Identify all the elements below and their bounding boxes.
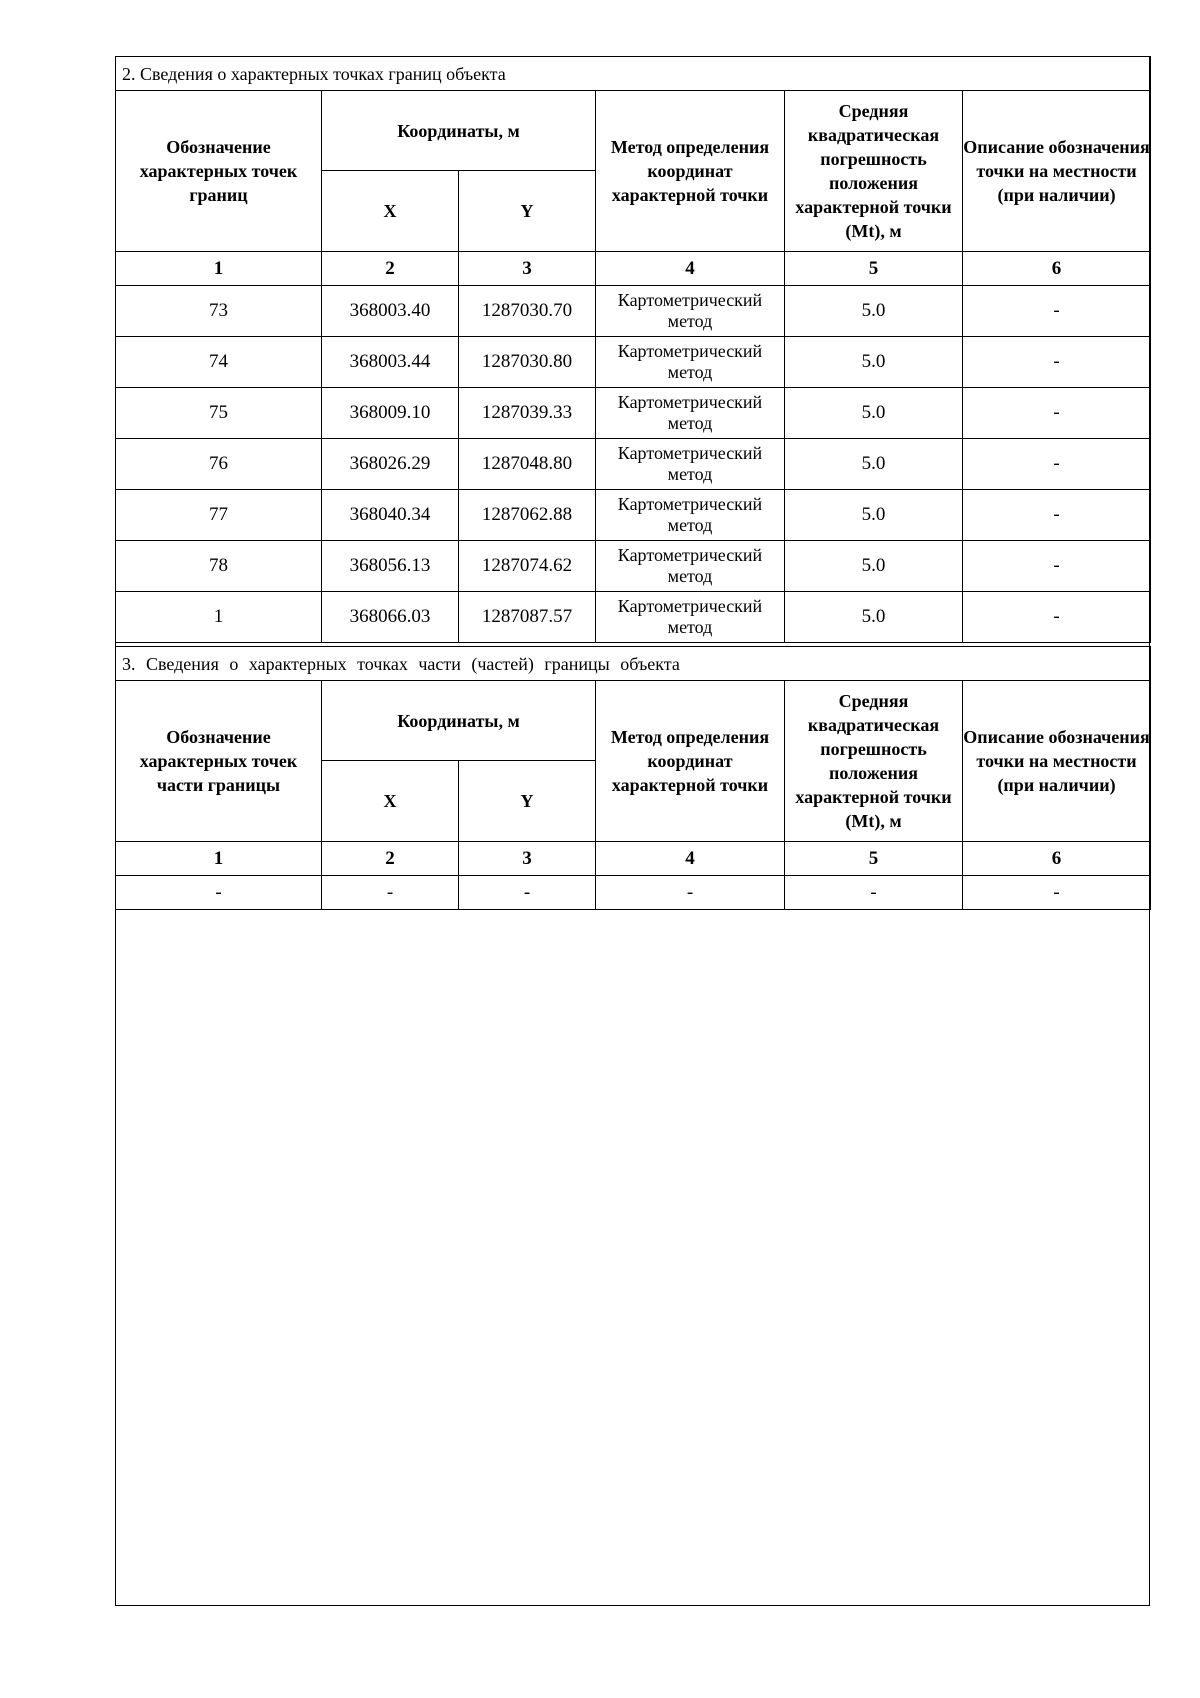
- table-row: [116, 439, 1151, 490]
- column-number: 4: [596, 842, 785, 876]
- header-method: Метод определения координат характерной точки: [596, 681, 785, 842]
- error: 5.0: [785, 286, 963, 337]
- description: -: [963, 388, 1151, 439]
- coord-y: 1287087.57: [459, 592, 596, 643]
- method: Картометрический метод: [596, 541, 785, 592]
- table-row: [116, 592, 1151, 643]
- coord-y: 1287030.70: [459, 286, 596, 337]
- error: 5.0: [785, 592, 963, 643]
- header-point-designation: Обозначение характерных точек границ: [116, 91, 322, 252]
- column-number: 6: [963, 842, 1151, 876]
- coord-y: 1287062.88: [459, 490, 596, 541]
- header-y: Y: [459, 761, 596, 842]
- method: Картометрический метод: [596, 490, 785, 541]
- description: -: [963, 876, 1151, 910]
- coord-x: 368003.44: [322, 337, 459, 388]
- description: -: [963, 439, 1151, 490]
- description: -: [963, 592, 1151, 643]
- point-id: 73: [116, 286, 322, 337]
- table-row: [116, 490, 1151, 541]
- header-x: X: [322, 761, 459, 842]
- column-number: 5: [785, 842, 963, 876]
- point-id: -: [116, 876, 322, 910]
- table-row: [116, 388, 1151, 439]
- header-point-designation: Обозначение характерных точек части границы: [116, 681, 322, 842]
- coord-x: 368003.40: [322, 286, 459, 337]
- coord-x: 368056.13: [322, 541, 459, 592]
- header-x: X: [322, 171, 459, 252]
- method: Картометрический метод: [596, 592, 785, 643]
- coord-x: 368026.29: [322, 439, 459, 490]
- error: 5.0: [785, 388, 963, 439]
- column-numbers-row: [116, 842, 1151, 876]
- column-numbers-row: [116, 252, 1151, 286]
- header-error: Средняя квадратическая погрешность положения характерной точки (Mt), м: [785, 91, 963, 252]
- column-number: 1: [116, 252, 322, 286]
- error: 5.0: [785, 439, 963, 490]
- header-y: Y: [459, 171, 596, 252]
- error: 5.0: [785, 337, 963, 388]
- header-coordinates: Координаты, м: [322, 681, 596, 761]
- header-method: Метод определения координат характерной точки: [596, 91, 785, 252]
- point-id: 76: [116, 439, 322, 490]
- point-id: 78: [116, 541, 322, 592]
- column-number: 2: [322, 252, 459, 286]
- table-row: [116, 286, 1151, 337]
- error: 5.0: [785, 490, 963, 541]
- coord-y: 1287030.80: [459, 337, 596, 388]
- point-id: 74: [116, 337, 322, 388]
- column-number: 3: [459, 252, 596, 286]
- error: 5.0: [785, 541, 963, 592]
- coord-x: 368009.10: [322, 388, 459, 439]
- column-number: 2: [322, 842, 459, 876]
- column-number: 1: [116, 842, 322, 876]
- coord-x: 368066.03: [322, 592, 459, 643]
- description: -: [963, 490, 1151, 541]
- coord-y: 1287039.33: [459, 388, 596, 439]
- point-id: 75: [116, 388, 322, 439]
- point-id: 1: [116, 592, 322, 643]
- method: Картометрический метод: [596, 439, 785, 490]
- error: -: [785, 876, 963, 910]
- table-row: [116, 337, 1151, 388]
- table-row: [116, 876, 1151, 910]
- column-number: 4: [596, 252, 785, 286]
- header-description: Описание обозначения точки на местности (при наличии): [963, 681, 1151, 842]
- table-row: [116, 541, 1151, 592]
- section-title: 3. Сведения о характерных точках части (частей) границы объекта: [116, 647, 1151, 681]
- description: -: [963, 541, 1151, 592]
- header-description: Описание обозначения точки на местности (при наличии): [963, 91, 1151, 252]
- coord-y: -: [459, 876, 596, 910]
- description: -: [963, 286, 1151, 337]
- description: -: [963, 337, 1151, 388]
- coord-x: 368040.34: [322, 490, 459, 541]
- part-boundary-points-table: [115, 646, 1151, 910]
- method: Картометрический метод: [596, 388, 785, 439]
- column-number: 3: [459, 842, 596, 876]
- boundary-points-table: [115, 56, 1151, 643]
- section-title: 2. Сведения о характерных точках границ объекта: [116, 57, 1151, 91]
- coord-y: 1287048.80: [459, 439, 596, 490]
- coord-y: 1287074.62: [459, 541, 596, 592]
- method: -: [596, 876, 785, 910]
- coord-x: -: [322, 876, 459, 910]
- method: Картометрический метод: [596, 286, 785, 337]
- header-error: Средняя квадратическая погрешность положения характерной точки (Mt), м: [785, 681, 963, 842]
- column-number: 5: [785, 252, 963, 286]
- method: Картометрический метод: [596, 337, 785, 388]
- column-number: 6: [963, 252, 1151, 286]
- header-coordinates: Координаты, м: [322, 91, 596, 171]
- point-id: 77: [116, 490, 322, 541]
